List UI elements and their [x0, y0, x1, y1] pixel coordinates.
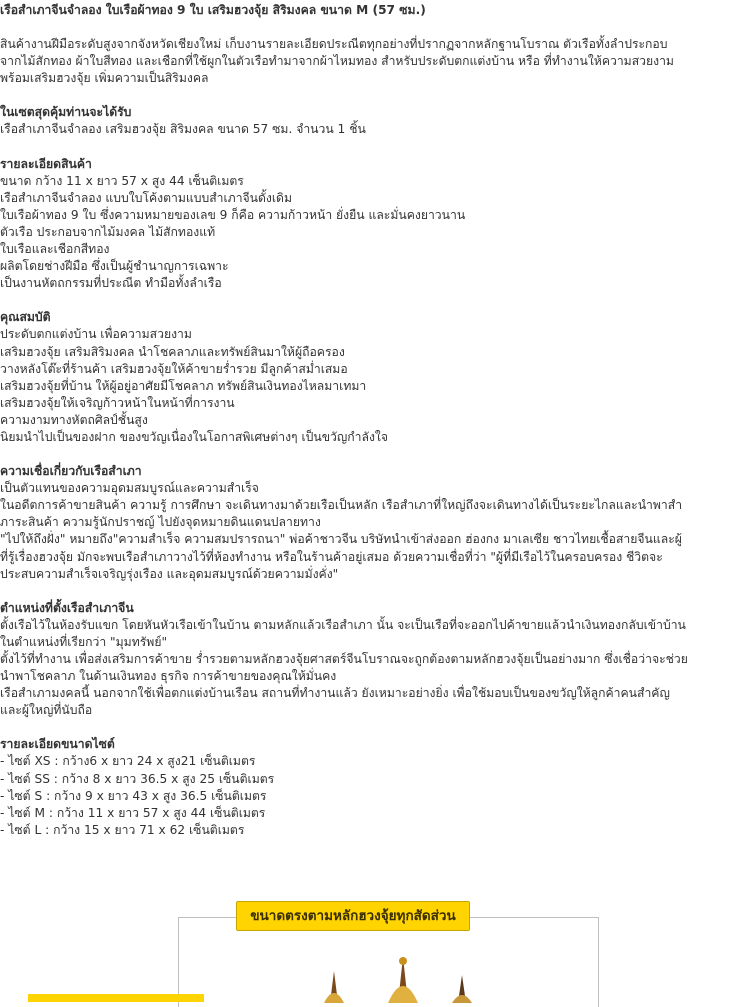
set-line: เรือสำเภาจีนจำลอง เสริมฮวงจุ้ย สิริมงคล ขนาด 57 ซม. จำนวน 1 ชิ้น [0, 122, 366, 137]
details-line: ใบเรือผ้าทอง 9 ใบ ซึ่งความหมายของเลข 9 ก็คือ ความก้าวหน้า ยั่งยืน และมั่นคงยาวนาน [0, 207, 466, 222]
position-line: ตั้งไว้ที่ทำงาน เพื่อส่งเสริมการค้าขาย ร่ำรวยตามหลักฮวงจุ้ยศาสตร์จีนโบราณจะถูกต้องตามหลักฮวงจุ้ยเป็นอย่างมาก ซึ่งเชื่อว่าจะช่วย [0, 652, 688, 666]
properties-line: ประดับตกแต่งบ้าน เพื่อความสวยงาม [0, 327, 192, 342]
properties-line: วางหลังโต๊ะที่ร้านค้า เสริมฮวงจุ้ยให้ค้าขายร่ำรวย มีลูกค้าสม่ำเสมอ [0, 361, 348, 376]
set-heading: ในเซตสุดคุ้มท่านจะได้รับ [0, 105, 132, 120]
position-line: ตั้งเรือไว้ในห้องรับแขก โดยหันหัวเรือเข้าในบ้าน ตามหลักแล้วเรือสำเภา นั้น จะเป็นเรือที่จะออกไปค้าขายแล้วนำเงินทองกลับเข้าบ้าน [0, 617, 686, 632]
belief-line: เป็นตัวแทนของความอุดมสมบูรณ์และความสำเร็จ [0, 481, 259, 496]
position-line: และผู้ใหญ่ที่นับถือ [0, 703, 93, 718]
details-line: ขนาด กว้าง 11 x ยาว 57 x สูง 44 เซ็นติเมตร [0, 173, 244, 188]
banner-frame-right [598, 917, 599, 1007]
size-line-s: - ไซต์ S : กว้าง 9 x ยาว 43 x สูง 36.5 เซ็นติเมตร [0, 788, 267, 803]
intro-line: พร้อมเสริมฮวงจุ้ย เพิ่มความเป็นสิริมงคล [0, 71, 209, 86]
product-description [0, 2, 748, 839]
belief-line: ที่รู้เรื่องฮวงจุ้ย มักจะพบเรือสำเภาวางไว้ที่ห้องทำงาน หรือในร้านค้าอยู่เสมอ ด้วยความเชื่อที่ว่า "ผู้ที่มีเรือไว้ในครอบครอง ชีวิตจะ [0, 549, 663, 564]
properties-line: เสริมฮวงจุ้ยให้เจริญก้าวหน้าในหน้าที่การงาน [0, 395, 235, 410]
position-heading: ตำแหน่งที่ตั้งเรือสำเภาจีน [0, 600, 134, 615]
product-title: เรือสำเภาจีนจำลอง ใบเรือผ้าทอง 9 ใบ เสริมฮวงจุ้ย สิริมงคล ขนาด M (57 ซม.) [0, 3, 426, 17]
details-line: ผลิตโดยช่างฝีมือ ซึ่งเป็นผู้ชำนาญการเฉพาะ [0, 259, 229, 274]
belief-line: ประสบความสำเร็จเจริญรุ่งเรือง และอุดมสมบูรณ์ด้วยความมั่งคั่ง" [0, 566, 339, 581]
position-section [0, 600, 748, 720]
intro-line: จากไม้สักทอง ผ้าใบสีทอง และเชือกที่ใช้ผูกในตัวเรือทำมาจากผ้าไหมทอง สำหรับประดับตกแต่งบ้าน หรือ ที่ทำงานให้ความสวยงาม [0, 54, 674, 69]
position-line: ในตำแหน่งที่เรียกว่า "มุมทรัพย์" [0, 634, 168, 649]
banner-label: ขนาดตรงตามหลักฮวงจุ้ยทุกสัดส่วน [236, 901, 470, 931]
set-section [0, 104, 748, 138]
details-section [0, 156, 748, 293]
properties-line: เสริมฮวงจุ้ยที่บ้าน ให้ผู้อยู่อาศัยมีโชคลาภ ทรัพย์สินเงินทองไหลมาเทมา [0, 378, 367, 393]
details-line: ใบเรือและเชือกสีทอง [0, 242, 110, 257]
details-heading: รายละเอียดสินค้า [0, 156, 92, 171]
belief-line: ภาระสินค้า ความรู้นักปราชญ์ ไปยังจุดหมายดินแดนปลายทาง [0, 515, 321, 530]
properties-section [0, 309, 748, 446]
position-line: เรือสำเภามงคลนี้ นอกจากใช้เพื่อตกแต่งบ้านเรือน สถานที่ทำงานแล้ว ยังเหมาะอย่างยิ่ง เพื่อใช้มอบเป็นของขวัญให้ลูกค้าคนสำคัญ [0, 686, 670, 701]
size-line-ss: - ไซต์ SS : กว้าง 8 x ยาว 36.5 x สูง 25 เซ็นติเมตร [0, 771, 275, 786]
size-line-l: - ไซต์ L : กว้าง 15 x ยาว 71 x 62 เซ็นติเมตร [0, 822, 245, 837]
details-line: ตัวเรือ ประกอบจากไม้มงคล ไม้สักทองแท้ [0, 224, 216, 239]
details-line: เรือสำเภาจีนจำลอง แบบใบโค้งตามแบบสำเภาจีนดั้งเดิม [0, 190, 292, 205]
properties-heading: คุณสมบัติ [0, 310, 51, 325]
sizes-heading: รายละเอียดขนาดไซต์ [0, 737, 115, 752]
belief-section [0, 463, 748, 583]
size-line-m: - ไซต์ M : กว้าง 11 x ยาว 57 x สูง 44 เซ็นติเมตร [0, 805, 266, 820]
properties-line: ความงามทางหัตถศิลป์ชั้นสูง [0, 412, 148, 427]
details-line: เป็นงานหัตถกรรมที่ประณีต ทำมือทั้งลำเรือ [0, 276, 222, 291]
properties-line: นิยมนำไปเป็นของฝาก ของขวัญเนื่องในโอกาสพิเศษต่างๆ เป็นขวัญกำลังใจ [0, 429, 388, 444]
size-line-xs: - ไซต์ XS : กว้าง6 x ยาว 24 x สูง21 เซ็นติเมตร [0, 754, 256, 769]
size-banner-image [0, 893, 750, 1000]
yellow-strip [28, 994, 204, 1002]
belief-line: ในอดีตการค้าขายสินค้า ความรู้ การศึกษา จะเดินทางมาด้วยเรือเป็นหลัก เรือสำเภาที่ใหญ่ถึงจะเดินทางได้เป็นระยะไกลและนำพาสำ [0, 498, 683, 513]
belief-line: "ไปให้ถึงฝั่ง" หมายถึง"ความสำเร็จ ความสมปรารถนา" พ่อค้าชาวจีน บริษัทนำเข้าส่งออก ฮ่องกง มาเลเซีย ชาวไทยเชื้อสายจีนและผู้ [0, 532, 682, 547]
belief-heading: ความเชื่อเกี่ยวกับเรือสำเภา [0, 464, 142, 479]
position-line: นำพาโชคลาภ ในด้านเงินทอง ธุรกิจ การค้าขายของคุณให้มั่นคง [0, 669, 337, 684]
sizes-section [0, 736, 748, 839]
boat-masts-icon [300, 953, 500, 1003]
properties-line: เสริมฮวงจุ้ย เสริมสิริมงคล นำโชคลาภและทรัพย์สินมาให้ผู้ถือครอง [0, 344, 345, 359]
intro-line: สินค้างานฝีมือระดับสูงจากจังหวัดเชียงใหม่ เก็บงานรายละเอียดประณีตทุกอย่างที่ปรากฏจากหลักฐานโบราณ ตัวเรือทั้งลำประกอบ [0, 37, 668, 52]
intro-section [0, 36, 748, 87]
